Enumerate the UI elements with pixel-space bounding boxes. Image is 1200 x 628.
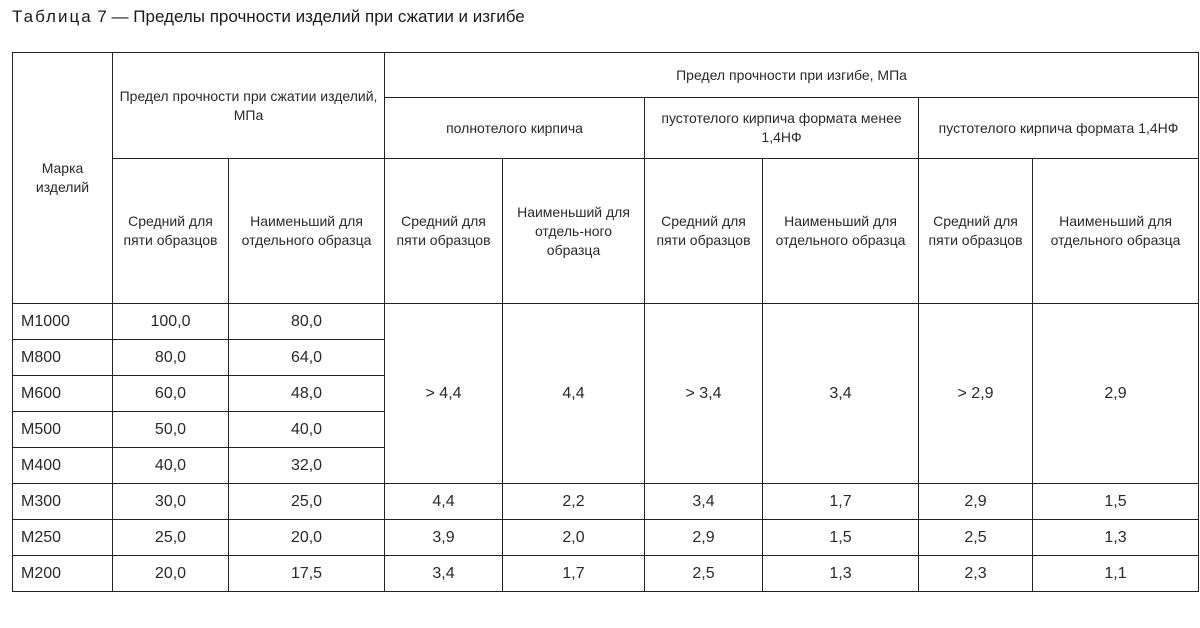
cell-comp-avg: 80,0 bbox=[113, 340, 229, 376]
cell-mark: М400 bbox=[13, 448, 113, 484]
cell-comp-avg: 30,0 bbox=[113, 484, 229, 520]
cell-comp-min: 40,0 bbox=[229, 412, 385, 448]
cell-h14-avg: 2,5 bbox=[919, 520, 1033, 556]
strength-table bbox=[12, 52, 1199, 592]
header-solid-min: Наименьший для отдель-ного образца bbox=[503, 159, 645, 304]
cell-comp-min: 17,5 bbox=[229, 556, 385, 592]
cell-comp-min: 25,0 bbox=[229, 484, 385, 520]
cell-comp-avg: 50,0 bbox=[113, 412, 229, 448]
cell-comp-min: 64,0 bbox=[229, 340, 385, 376]
header-compression: Предел прочности при сжатии изделий, МПа bbox=[113, 53, 385, 159]
header-hollow-brick-14nf: пустотелого кирпича формата 1,4НФ bbox=[919, 98, 1199, 159]
header-solid-brick: полнотелого кирпича bbox=[385, 98, 645, 159]
cell-comp-avg: 100,0 bbox=[113, 304, 229, 340]
table-row bbox=[13, 304, 1199, 340]
cell-comp-avg: 20,0 bbox=[113, 556, 229, 592]
cell-mark: М1000 bbox=[13, 304, 113, 340]
cell-comp-min: 48,0 bbox=[229, 376, 385, 412]
cell-h14-avg: 2,3 bbox=[919, 556, 1033, 592]
header-comp-min: Наименьший для отдельного образца bbox=[229, 159, 385, 304]
header-comp-avg: Средний для пяти образцов bbox=[113, 159, 229, 304]
cell-hs-min: 1,5 bbox=[763, 520, 919, 556]
cell-mark: М200 bbox=[13, 556, 113, 592]
cell-comp-min: 32,0 bbox=[229, 448, 385, 484]
cell-solid-min: 1,7 bbox=[503, 556, 645, 592]
cell-solid-avg: 3,4 bbox=[385, 556, 503, 592]
header-row-1 bbox=[13, 53, 1199, 98]
header-mark: Марка изделий bbox=[13, 53, 113, 304]
cell-merged-h14-avg: > 2,9 bbox=[919, 304, 1033, 484]
header-hs-avg: Средний для пяти образцов bbox=[645, 159, 763, 304]
cell-h14-min: 1,3 bbox=[1033, 520, 1199, 556]
cell-comp-avg: 25,0 bbox=[113, 520, 229, 556]
header-hs-min: Наименьший для отдельного образца bbox=[763, 159, 919, 304]
cell-hs-avg: 2,5 bbox=[645, 556, 763, 592]
cell-hs-min: 1,7 bbox=[763, 484, 919, 520]
cell-solid-min: 2,2 bbox=[503, 484, 645, 520]
cell-mark: М250 bbox=[13, 520, 113, 556]
cell-solid-min: 2,0 bbox=[503, 520, 645, 556]
header-bending: Предел прочности при изгибе, МПа bbox=[385, 53, 1199, 98]
cell-merged-hs-avg: > 3,4 bbox=[645, 304, 763, 484]
caption-title: 7 — Пределы прочности изделий при сжатии и изгибе bbox=[92, 7, 525, 26]
cell-hs-avg: 2,9 bbox=[645, 520, 763, 556]
caption-prefix: Таблица bbox=[12, 7, 93, 26]
cell-mark: М600 bbox=[13, 376, 113, 412]
cell-solid-avg: 4,4 bbox=[385, 484, 503, 520]
header-solid-avg: Средний для пяти образцов bbox=[385, 159, 503, 304]
table-caption bbox=[12, 6, 525, 28]
header-hollow-brick-small: пустотелого кирпича формата менее 1,4НФ bbox=[645, 98, 919, 159]
table-row bbox=[13, 520, 1199, 556]
cell-h14-min: 1,5 bbox=[1033, 484, 1199, 520]
cell-h14-avg: 2,9 bbox=[919, 484, 1033, 520]
header-row-3 bbox=[13, 159, 1199, 304]
cell-mark: М300 bbox=[13, 484, 113, 520]
header-h14-min: Наименьший для отдельного образца bbox=[1033, 159, 1199, 304]
cell-comp-min: 80,0 bbox=[229, 304, 385, 340]
cell-mark: М800 bbox=[13, 340, 113, 376]
cell-solid-avg: 3,9 bbox=[385, 520, 503, 556]
cell-merged-hs-min: 3,4 bbox=[763, 304, 919, 484]
cell-h14-min: 1,1 bbox=[1033, 556, 1199, 592]
table-row bbox=[13, 556, 1199, 592]
cell-merged-solid-avg: > 4,4 bbox=[385, 304, 503, 484]
cell-merged-solid-min: 4,4 bbox=[503, 304, 645, 484]
cell-comp-min: 20,0 bbox=[229, 520, 385, 556]
cell-hs-avg: 3,4 bbox=[645, 484, 763, 520]
cell-comp-avg: 40,0 bbox=[113, 448, 229, 484]
table-row bbox=[13, 484, 1199, 520]
header-h14-avg: Средний для пяти образцов bbox=[919, 159, 1033, 304]
cell-mark: М500 bbox=[13, 412, 113, 448]
cell-merged-h14-min: 2,9 bbox=[1033, 304, 1199, 484]
cell-hs-min: 1,3 bbox=[763, 556, 919, 592]
cell-comp-avg: 60,0 bbox=[113, 376, 229, 412]
